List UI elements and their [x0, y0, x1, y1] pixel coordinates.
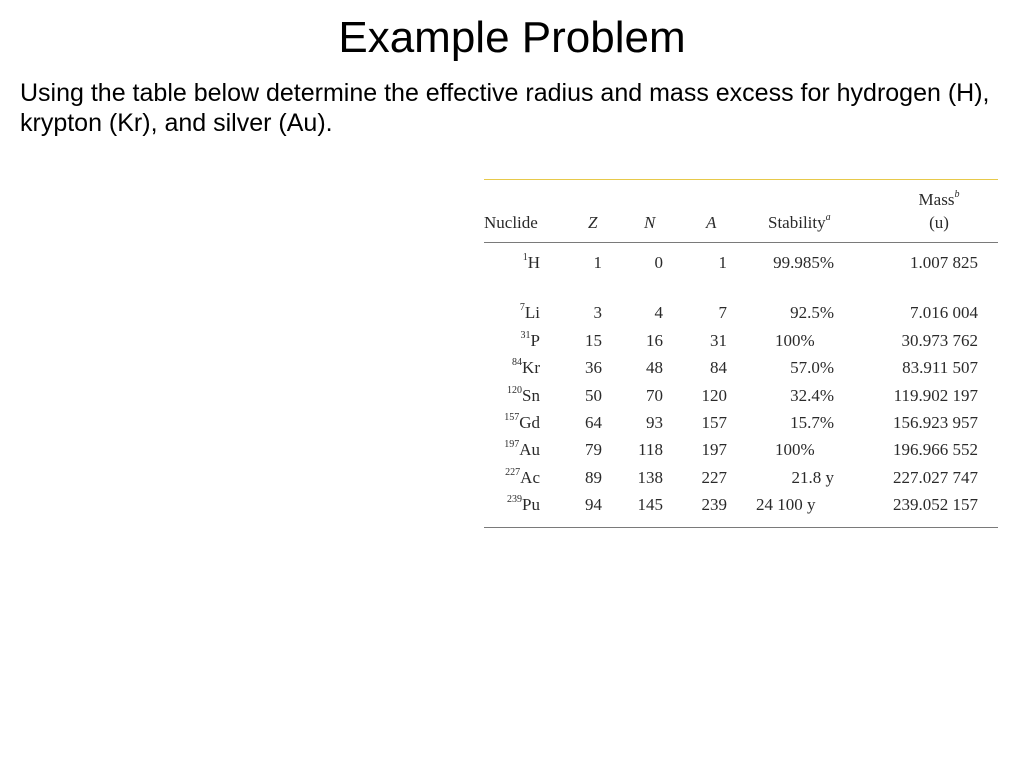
nuclide-cell — [484, 386, 540, 406]
slide-body-text: Using the table below determine the effective radius and mass excess for hydrogen (H), krypton (Kr), and silver (Au). — [20, 79, 990, 137]
nuclide-symbol: Li — [524, 303, 540, 322]
nuclide-mass-number: 1 — [522, 252, 528, 264]
n-cell: 48 — [646, 358, 663, 377]
n-cell: 118 — [638, 440, 663, 459]
header-z: Z — [588, 213, 598, 232]
nuclide-mass-number: 197 — [504, 439, 520, 451]
nuclide-cell — [484, 331, 540, 351]
nuclide-mass-number: 227 — [505, 467, 521, 479]
a-cell: 157 — [701, 413, 727, 432]
header-mass-label: Mass — [918, 190, 955, 209]
mass-cell: 1.007 825 — [910, 253, 978, 272]
nuclide-mass-number: 239 — [507, 494, 523, 506]
stability-cell: 57.0% — [790, 358, 834, 377]
z-cell: 64 — [585, 413, 602, 432]
a-cell: 120 — [701, 386, 727, 405]
header-stability-note: a — [825, 212, 831, 224]
a-cell: 7 — [718, 303, 727, 322]
stability-cell: 15.7% — [790, 413, 834, 432]
mass-cell: 7.016 004 — [910, 303, 978, 322]
stability-cell: 92.5% — [790, 303, 834, 322]
header-mass — [904, 190, 974, 210]
mass-cell: 196.966 552 — [893, 440, 978, 459]
nuclide-table — [484, 179, 998, 528]
z-cell: 36 — [585, 358, 602, 377]
stability-cell: 100% — [775, 331, 815, 350]
n-cell: 138 — [637, 468, 663, 487]
mass-cell: 119.902 197 — [893, 386, 978, 405]
nuclide-cell — [484, 253, 540, 273]
nuclide-mass-number: 31 — [520, 330, 531, 342]
mass-cell: 83.911 507 — [902, 358, 978, 377]
header-stability — [768, 213, 831, 233]
z-cell: 50 — [585, 386, 602, 405]
header-divider — [484, 242, 998, 243]
n-cell: 70 — [646, 386, 663, 405]
stability-cell: 99.985% — [773, 253, 834, 272]
nuclide-mass-number: 157 — [504, 412, 520, 424]
nuclide-cell — [484, 495, 540, 515]
a-cell: 197 — [701, 440, 727, 459]
z-cell: 15 — [585, 331, 602, 350]
nuclide-symbol: Sn — [522, 386, 540, 405]
nuclide-cell — [484, 468, 540, 488]
n-cell: 145 — [637, 495, 663, 514]
n-cell: 93 — [646, 413, 663, 432]
n-cell: 16 — [646, 331, 663, 350]
header-nuclide: Nuclide — [484, 213, 538, 232]
nuclide-cell — [484, 440, 540, 460]
a-cell: 1 — [718, 253, 727, 272]
slide-title: Example Problem — [338, 13, 686, 62]
n-cell: 4 — [654, 303, 663, 322]
header-n: N — [644, 213, 656, 232]
nuclide-symbol: Kr — [522, 358, 540, 377]
header-mass-unit: (u) — [929, 213, 949, 232]
nuclide-symbol: H — [527, 253, 540, 272]
nuclide-cell — [484, 413, 540, 433]
nuclide-symbol: P — [530, 331, 540, 350]
mass-cell: 227.027 747 — [893, 468, 978, 487]
a-cell: 31 — [710, 331, 727, 350]
nuclide-mass-number: 84 — [512, 357, 523, 369]
a-cell: 227 — [701, 468, 727, 487]
mass-cell: 156.923 957 — [893, 413, 978, 432]
nuclide-cell — [484, 303, 540, 323]
nuclide-mass-number: 7 — [519, 302, 525, 314]
stability-cell: 24 100 y — [756, 495, 816, 514]
z-cell: 94 — [585, 495, 602, 514]
nuclide-symbol: Gd — [519, 413, 540, 432]
n-cell: 0 — [654, 253, 663, 272]
z-cell: 79 — [585, 440, 602, 459]
a-cell: 84 — [710, 358, 727, 377]
header-mass-note: b — [954, 189, 960, 201]
nuclide-cell — [484, 358, 540, 378]
nuclide-symbol: Au — [519, 440, 540, 459]
z-cell: 89 — [585, 468, 602, 487]
z-cell: 3 — [593, 303, 602, 322]
mass-cell: 239.052 157 — [893, 495, 978, 514]
a-cell: 239 — [701, 495, 727, 514]
mass-cell: 30.973 762 — [901, 331, 978, 350]
header-a: A — [706, 213, 717, 232]
nuclide-symbol: Pu — [522, 495, 540, 514]
z-cell: 1 — [593, 253, 602, 272]
stability-cell: 32.4% — [790, 386, 834, 405]
header-stability-label: Stability — [768, 213, 826, 232]
nuclide-mass-number: 120 — [507, 385, 523, 397]
stability-cell: 100% — [775, 440, 815, 459]
stability-cell: 21.8 y — [791, 468, 834, 487]
nuclide-symbol: Ac — [520, 468, 540, 487]
